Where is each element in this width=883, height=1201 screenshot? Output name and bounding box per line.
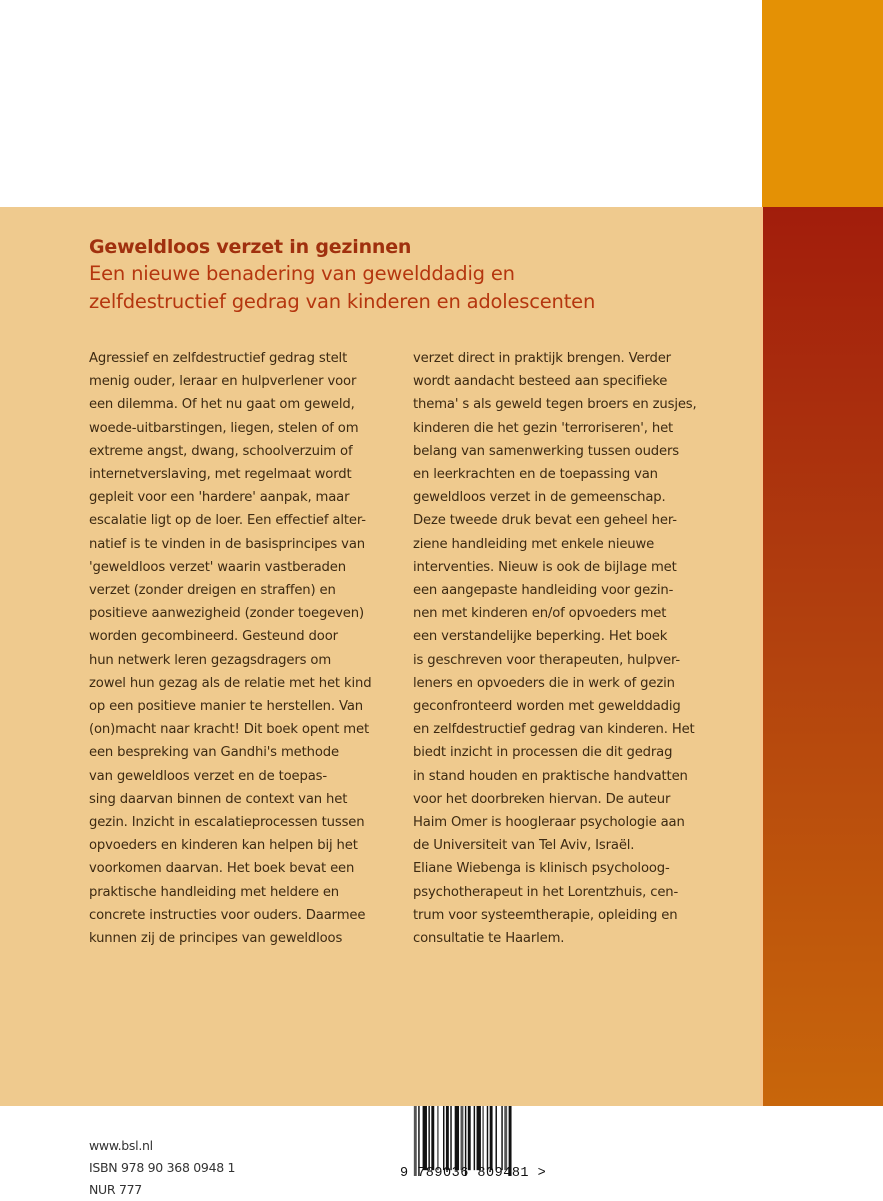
blurb-line: psychotherapeut in het Lorentzhuis, cen-	[413, 884, 679, 900]
blurb-line: Eliane Wiebenga is klinisch psycholoog-	[413, 861, 670, 877]
blurb-line: interventies. Nieuw is ook de bijlage met	[413, 559, 677, 575]
blurb-line: kinderen die het gezin 'terroriseren', het	[413, 420, 674, 436]
blurb-line: wordt aandacht besteed aan specifieke	[413, 374, 668, 390]
blurb-line: biedt inzicht in processen die dit gedrag	[413, 745, 673, 761]
blurb-line: voor het doorbreken hiervan. De auteur	[413, 791, 671, 807]
blurb-line: internetverslaving, met regelmaat wordt	[89, 467, 352, 483]
blurb-line: hun netwerk leren gezagsdragers om	[89, 652, 332, 668]
blurb-line: Deze tweede druk bevat een geheel her-	[413, 513, 677, 529]
title-block	[89, 234, 749, 316]
cover-stripe-top	[762, 0, 883, 207]
blurb-line: (on)macht naar kracht! Dit boek opent met	[89, 722, 369, 738]
blurb-line: is geschreven voor therapeuten, hulpver-	[413, 652, 680, 668]
barcode-icon	[408, 1106, 548, 1196]
blurb-line: Agressief en zelfdestructief gedrag stelt	[89, 351, 348, 366]
nur-code: NUR 777	[89, 1182, 142, 1197]
blurb-line: geweldloos verzet in de gemeenschap.	[413, 490, 666, 506]
book-title: Geweldloos verzet in gezinnen	[89, 236, 412, 258]
blurb-line: ziene handleiding met enkele nieuwe	[413, 536, 655, 552]
blurb-line: concrete instructies voor ouders. Daarmee	[89, 907, 366, 923]
blurb-line: praktische handleiding met heldere en	[89, 884, 339, 900]
book-subtitle-line-2: zelfdestructief gedrag van kinderen en adolescenten	[89, 290, 596, 313]
blurb-line: extreme angst, dwang, schoolverzuim of	[89, 443, 353, 459]
blurb-line: consultatie te Haarlem.	[413, 931, 565, 947]
publisher-info	[89, 1135, 235, 1201]
cover-stripe-gradient	[762, 207, 883, 1106]
blurb-line: escalatie ligt op de loer. Een effectief alter-	[89, 513, 366, 529]
cover-stripe-edge	[760, 207, 763, 1106]
blurb-line: op een positieve manier te herstellen. Van	[89, 699, 363, 715]
blurb-line: 'geweldloos verzet' waarin vastberaden	[89, 559, 346, 575]
blurb-line: een dilemma. Of het nu gaat om geweld,	[89, 397, 355, 413]
blurb-line: menig ouder, leraar en hulpverlener voor	[89, 374, 357, 390]
blurb-line: kunnen zij de principes van geweldloos	[89, 931, 343, 947]
blurb-line: woede-uitbarstingen, liegen, stelen of om	[89, 420, 359, 436]
blurb-line: van geweldloos verzet en de toepas-	[89, 768, 327, 784]
blurb-line: positieve aanwezigheid (zonder toegeven)	[89, 606, 364, 622]
blurb-line: thema' s als geweld tegen broers en zusjes,	[413, 397, 697, 413]
blurb-line: opvoeders en kinderen kan helpen bij het	[89, 838, 358, 854]
blurb-left-column	[89, 347, 407, 950]
blurb-line: in stand houden en praktische handvatten	[413, 768, 688, 784]
blurb-line: leners en opvoeders die in werk of gezin	[413, 675, 675, 691]
blurb-line: nen met kinderen en/of opvoeders met	[413, 606, 667, 622]
isbn: ISBN 978 90 368 0948 1	[89, 1160, 236, 1175]
blurb-line: en zelfdestructief gedrag van kinderen. Het	[413, 722, 695, 738]
blurb-line: de Universiteit van Tel Aviv, Israël.	[413, 838, 635, 854]
blurb-line: geconfronteerd worden met gewelddadig	[413, 699, 681, 715]
blurb-line: natief is te vinden in de basisprincipes van	[89, 536, 365, 552]
blurb-line: verzet (zonder dreigen en straffen) en	[89, 583, 336, 599]
book-subtitle-line-1: Een nieuwe benadering van gewelddadig en	[89, 262, 515, 285]
blurb-line: belang van samenwerking tussen ouders	[413, 443, 679, 459]
blurb-line: een bespreking van Gandhi's methode	[89, 745, 339, 761]
blurb-line: een verstandelijke beperking. Het boek	[413, 629, 668, 645]
barcode-digits: 9 789036 809481 >	[400, 1166, 547, 1181]
blurb-line: voorkomen daarvan. Het boek bevat een	[89, 861, 355, 877]
blurb-line: verzet direct in praktijk brengen. Verder	[413, 351, 671, 366]
blurb-line: en leerkrachten en de toepassing van	[413, 467, 658, 483]
blurb-line: zowel hun gezag als de relatie met het kind	[89, 675, 372, 691]
blurb-line: gezin. Inzicht in escalatieprocessen tussen	[89, 815, 365, 831]
publisher-website: www.bsl.nl	[89, 1138, 153, 1153]
blurb-line: sing daarvan binnen de context van het	[89, 791, 348, 807]
blurb-line: Haim Omer is hoogleraar psychologie aan	[413, 815, 685, 831]
blurb-line: trum voor systeemtherapie, opleiding en	[413, 907, 678, 923]
blurb-line: een aangepaste handleiding voor gezin-	[413, 583, 674, 599]
blurb-right-column	[413, 347, 743, 950]
blurb-line: worden gecombineerd. Gesteund door	[89, 629, 338, 645]
blurb-line: gepleit voor een 'hardere' aanpak, maar	[89, 490, 350, 506]
